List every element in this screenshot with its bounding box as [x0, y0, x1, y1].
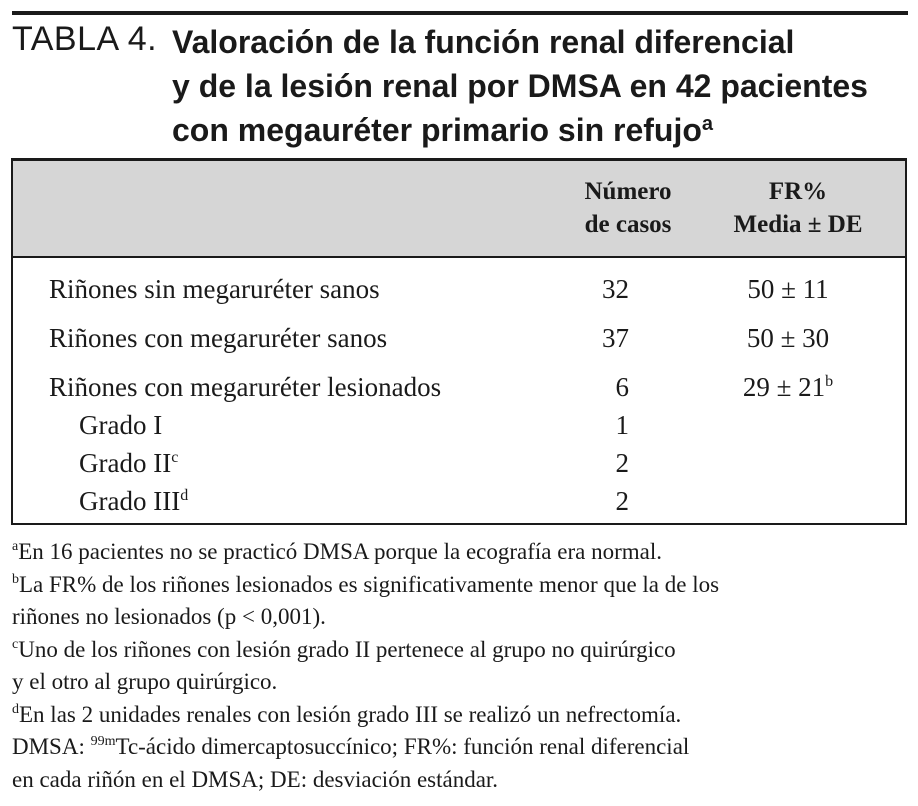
footnote-c: $^c$Uno de los riñones con lesión grado II pertenece al grupo no quirúrgico	[12, 636, 676, 662]
row-label: Grado I	[79, 410, 163, 440]
title-line-1: Valoración de la función renal diferencial	[172, 24, 795, 60]
row-cases: 1	[615, 410, 629, 440]
row-fr: 50 ± 11	[747, 274, 829, 304]
row-label: Grado III$^d$	[79, 486, 189, 516]
table-header	[13, 161, 905, 258]
table-row	[13, 272, 905, 306]
footnote-b-cont: riñones no lesionados (p < 0,001).	[12, 604, 326, 629]
table-row	[13, 321, 905, 355]
table-label: TABLA 4.	[12, 20, 158, 58]
abbreviations-cont: en cada riñón en el DMSA; DE: desviación estándar.	[12, 766, 499, 792]
header-fr: FR% Media ± DE	[733, 178, 863, 238]
row-cases: 32	[602, 274, 629, 304]
row-label: Grado $II^c$	[79, 448, 179, 478]
row-label: Riñones con megaruréter sanos	[49, 323, 388, 353]
row-fr: 50 ± 30	[746, 323, 830, 353]
table-title	[172, 20, 868, 152]
row-label: Riñones sin megaruréter sanos	[49, 274, 380, 304]
table-row	[13, 484, 905, 518]
footnote-b: $^b$La FR% de los riñones lesionados es significativamente menor que la de los	[12, 571, 720, 597]
title-superscript: a	[701, 113, 714, 135]
header-cases: Número de casos	[584, 178, 672, 238]
table-row	[13, 370, 905, 404]
footnotes	[12, 536, 908, 796]
row-cases: 2	[615, 448, 629, 478]
table-row	[13, 408, 905, 442]
top-rule	[12, 11, 908, 15]
row-cases: 37	[602, 323, 629, 353]
row-cases: 2	[615, 486, 629, 516]
row-fr: $29 \pm 21^b$	[742, 372, 834, 402]
row-label: Riñones con megaruréter lesionados	[49, 372, 442, 402]
footnote-d: $^d$En las 2 unidades renales con lesión grado III se realizó un nefrectomía.	[12, 701, 682, 727]
footnote-c-cont: y el otro al grupo quirúrgico.	[12, 669, 278, 694]
row-cases: 6	[615, 372, 629, 402]
table-row	[13, 446, 905, 480]
title-line-3: con megauréter primario sin refujo$^a$	[172, 112, 714, 148]
title-line-2: y de la lesión renal por DMSA en 42 pacientes	[172, 68, 868, 104]
abbreviations: DMSA: $^{99m}$Tc-ácido dimercaptosuccínico; FR%: función renal diferencial	[12, 734, 690, 759]
footnote-a: $^a$En 16 pacientes no se practicó DMSA porque la ecografía era normal.	[12, 539, 662, 564]
data-table	[11, 158, 907, 525]
